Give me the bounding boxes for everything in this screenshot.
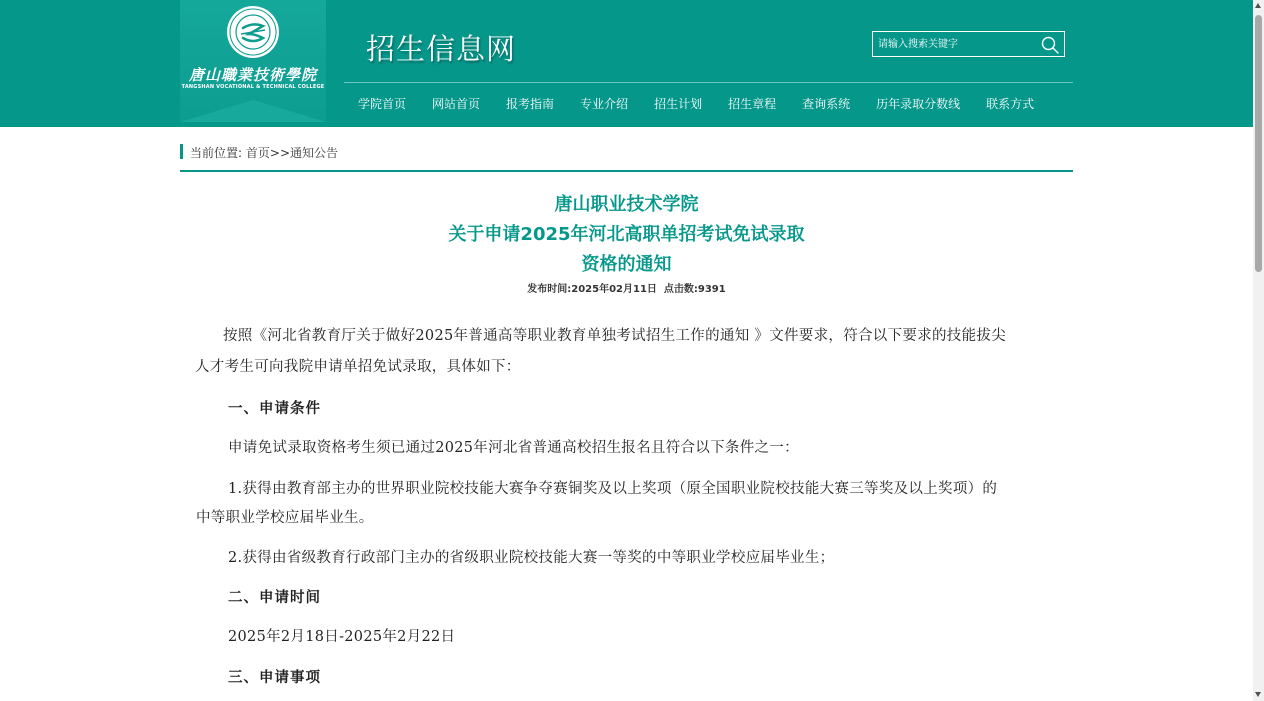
nav-item-guide[interactable]: 报考指南 (506, 97, 555, 111)
site-title: 招生信息网 (366, 32, 517, 66)
article-title-line-1: 唐山职业技术学院 (554, 194, 699, 215)
breadcrumb-marker (180, 144, 183, 159)
paragraph-intro-line-1: 按照《河北省教育厅关于做好2025年普通高等职业教育单独考试招生工作的通知 》文件要求，符合以下要求的技能拔尖 (223, 328, 1007, 344)
paragraph-condition-1-line-2: 中等职业学校应届毕业生。 (196, 510, 374, 526)
nav-item-plan[interactable]: 招生计划 (654, 97, 703, 111)
scroll-thumb[interactable] (1255, 15, 1262, 272)
main-nav (344, 83, 1073, 127)
nav-item-college-home[interactable]: 学院首页 (358, 97, 407, 111)
breadcrumb-label: 当前位置: (190, 146, 243, 160)
breadcrumb-separator: >> (269, 146, 290, 160)
click-count: 9391 (697, 284, 726, 295)
clicks-label: 点击数: (663, 284, 698, 295)
paragraph-time: 2025年2月18日-2025年2月22日 (228, 629, 456, 645)
nav-item-scores[interactable]: 历年录取分数线 (876, 97, 961, 111)
section-heading-1: 一、申请条件 (228, 401, 321, 417)
scroll-up-arrow-icon[interactable] (1255, 3, 1261, 8)
section-heading-3: 三、申请事项 (228, 670, 321, 686)
nav-item-charter[interactable]: 招生章程 (728, 97, 777, 111)
paragraph-intro-line-2: 人才考生可向我院申请单招免试录取，具体如下： (195, 359, 521, 375)
article-title-line-3: 资格的通知 (581, 254, 672, 275)
college-emblem-icon (225, 4, 281, 60)
nav-item-query[interactable]: 查询系统 (802, 97, 851, 111)
paragraph-condition-intro: 申请免试录取资格考生须已通过2025年河北省普通高校招生报名且符合以下条件之一： (228, 440, 799, 456)
article-title-line-2: 关于申请2025年河北高职单招考试免试录取 (448, 224, 805, 245)
breadcrumb-text (190, 144, 338, 161)
article-meta (180, 280, 1073, 295)
nav-item-site-home[interactable]: 网站首页 (432, 97, 481, 111)
breadcrumb-current: 通知公告 (290, 146, 339, 160)
breadcrumb-home-link[interactable]: 首页 (245, 146, 270, 160)
college-calligraphy-name: 唐山職業技術學院 (188, 66, 317, 84)
publish-date: 2025年02月11日 (571, 284, 657, 295)
college-english-name: TANGSHAN VOCATIONAL & TECHNICAL COLLEGE (181, 84, 325, 90)
logo-decoration (180, 100, 326, 122)
nav-item-majors[interactable]: 专业介绍 (580, 97, 629, 111)
section-heading-2: 二、申请时间 (228, 590, 321, 606)
breadcrumb (180, 143, 1073, 172)
college-logo[interactable] (180, 0, 326, 122)
page-scrollbar[interactable] (1253, 0, 1264, 701)
paragraph-condition-2: 2.获得由省级教育行政部门主办的省级职业院校技能大赛一等奖的中等职业学校应届毕业生； (228, 550, 835, 566)
search-box (872, 31, 1065, 57)
search-icon[interactable] (1040, 35, 1060, 55)
site-header (0, 0, 1253, 127)
publish-label: 发布时间: (527, 284, 572, 295)
nav-item-contact[interactable]: 联系方式 (986, 97, 1035, 111)
scroll-down-arrow-icon[interactable] (1255, 692, 1261, 697)
search-input[interactable] (873, 32, 1038, 56)
paragraph-condition-1-line-1: 1.获得由教育部主办的世界职业院校技能大赛争夺赛铜奖及以上奖项（原全国职业院校技能大赛三等奖及以上奖项）的 (228, 481, 998, 497)
